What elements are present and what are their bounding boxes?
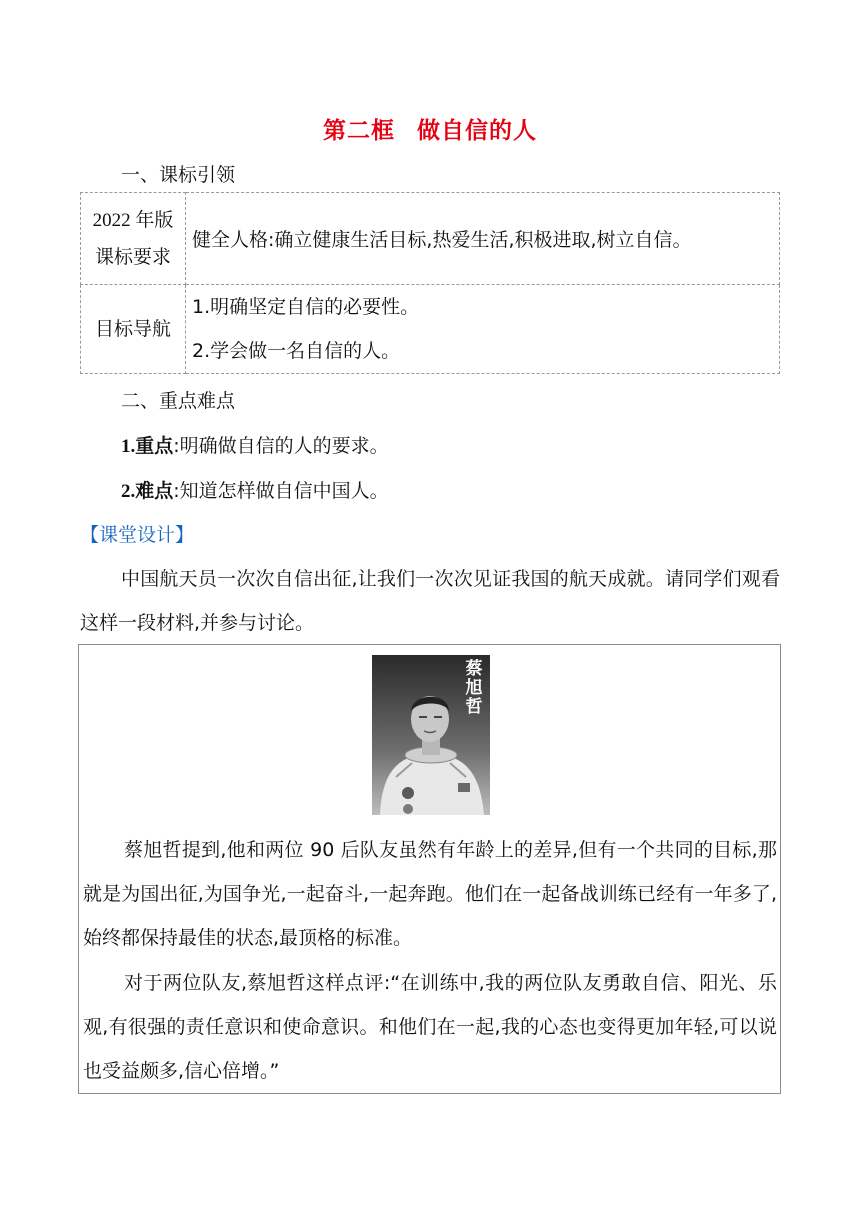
material-paragraph-1: 蔡旭哲提到,他和两位 90 后队友虽然有年龄上的差异,但有一个共同的目标,那就是为国出征,为国争光,一起奋斗,一起奔跑。他们在一起备战训练已经有一年多了,始终都保持最佳的状态,最顶格的标准。 [83,839,777,949]
row2-item1: 1.明确坚定自信的必要性。 [192,296,420,318]
key-point-text: :明确做自信的人的要求。 [173,435,389,457]
material-paragraph-2: 对于两位队友,蔡旭哲这样点评:“在训练中,我的两位队友勇敢自信、阳光、乐观,有很强的责任意识和使命意识。和他们在一起,我的心态也变得更加年轻,可以说也受益颇多,信心倍增。” [83,972,777,1082]
photo-caption: 蔡旭哲 [465,659,483,716]
row2-label: 目标导航 [81,285,186,374]
row2-value [186,285,780,374]
title-part2: 做自信的人 [417,118,537,144]
row2-item2: 2.学会做一名自信的人。 [192,340,401,362]
difficult-point-label: 2.难点 [121,481,174,502]
row1-value: 健全人格:确立健康生活目标,热爱生活,积极进取,树立自信。 [186,193,780,285]
table-row [81,193,780,285]
row1-label-line2: 课标要求 [94,245,171,268]
material-box [78,644,781,1094]
row1-label [81,193,186,285]
key-point [121,431,389,458]
page-title [0,112,860,145]
section1-heading: 一、课标引领 [121,164,236,186]
difficult-point-text: :知道怎样做自信中国人。 [173,480,389,502]
intro-paragraph: 中国航天员一次次自信出征,让我们一次次见证我国的航天成就。请同学们观看这样一段材料,并参与讨论。 [80,568,780,634]
difficult-point [121,476,389,503]
section2-heading: 二、重点难点 [121,390,236,412]
key-point-label: 1.重点 [121,436,174,457]
astronaut-photo [372,655,490,815]
classroom-design-label: 【课堂设计】 [80,524,195,546]
curriculum-table [80,192,780,374]
table-row [81,285,780,374]
row1-label-line1: 2022 年版 [92,209,174,231]
title-part1: 第二框 [323,118,395,144]
